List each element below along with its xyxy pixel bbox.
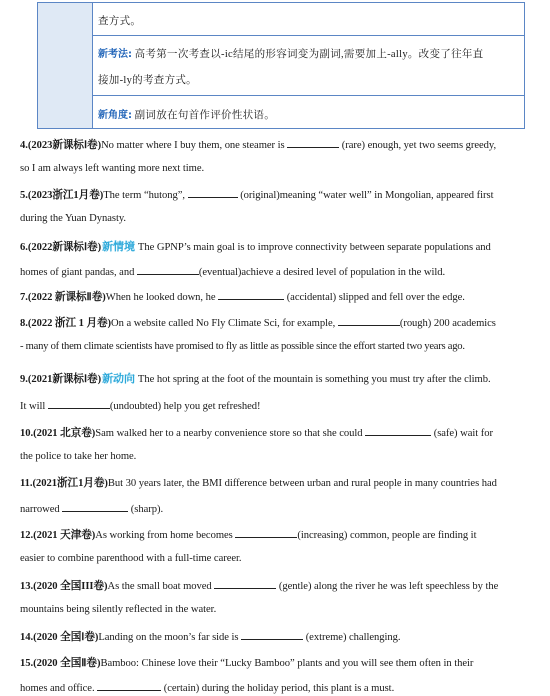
question-text: homes of giant pandas, and: [20, 267, 137, 278]
question-text: 9.: [20, 374, 28, 385]
answer-blank[interactable]: [48, 398, 110, 409]
question-text: Landing on the moon’s far side is: [98, 632, 242, 643]
question-12: [20, 527, 476, 542]
question-text: As working from home becomes: [95, 530, 236, 541]
question-text: (rough) 200 academics: [399, 318, 496, 329]
new-trend-tag: 新动向: [102, 372, 135, 385]
new-method-text-line2: 接加-ly的考查方式。: [98, 75, 197, 86]
question-text: 4.: [20, 140, 28, 151]
question-text: (accidental) slipped and fell over the edge.: [284, 292, 465, 303]
question-text: (2021新课标Ⅰ卷): [27, 374, 102, 385]
question-text: homes and office.: [20, 683, 98, 694]
question-text: 13.: [20, 581, 34, 592]
new-angle-text: 副词放在句首作评价性状语。: [134, 110, 276, 121]
table-row-method: [92, 3, 524, 36]
question-text: No matter where I buy them, one steamer is: [101, 140, 288, 151]
table-row-new-angle: [92, 96, 524, 129]
question-13-cont: mountains being silently reflected in the water.: [20, 604, 217, 615]
question-text: (2021 北京卷): [33, 428, 96, 439]
table-side-cell: [38, 3, 93, 128]
question-text: 5.: [20, 190, 28, 201]
question-text: 11.: [20, 478, 33, 489]
question-text: 7.: [20, 292, 28, 303]
question-text: It will: [20, 401, 48, 412]
answer-blank[interactable]: [62, 501, 128, 512]
new-method-text-line1: 高考第一次考查以-ic结尾的形容词变为副词,需要加上-ally。改变了往年直: [134, 49, 484, 60]
table-row-new-method: [92, 36, 524, 96]
question-4: [20, 137, 496, 152]
answer-blank[interactable]: [365, 425, 431, 436]
question-text: (2022新课标Ⅰ卷): [27, 242, 102, 253]
question-text: 6.: [20, 242, 28, 253]
question-text: 15.: [20, 658, 34, 669]
question-text: 14.: [20, 632, 34, 643]
answer-blank[interactable]: [214, 578, 276, 589]
question-text: Bamboo: Chinese love their “Lucky Bamboo” plants and you will see them often in their: [100, 658, 474, 669]
question-10-cont: the police to take her home.: [20, 451, 137, 462]
question-text: 10.: [20, 428, 34, 439]
question-text: (undoubted) help you get refreshed!: [109, 401, 261, 412]
question-text: (extreme) challenging.: [303, 632, 401, 643]
question-8-cont: - many of them climate scientists have promised to fly as little as possible since the effort started two years ago.: [20, 341, 465, 352]
question-14: [20, 629, 401, 644]
question-13: [20, 578, 498, 593]
question-text: (2020 全国Ⅰ卷): [33, 632, 99, 643]
new-context-tag: 新情境: [102, 240, 135, 253]
analysis-table: [37, 2, 525, 129]
question-text: (2020 全国Ⅱ卷): [33, 658, 101, 669]
answer-blank[interactable]: [188, 187, 238, 198]
new-angle-label: 新角度:: [98, 110, 132, 121]
answer-blank[interactable]: [338, 315, 400, 326]
question-text: (2021浙江1月卷): [32, 478, 108, 489]
question-5-cont: during the Yuan Dynasty.: [20, 213, 126, 224]
answer-blank[interactable]: [235, 527, 297, 538]
answer-blank[interactable]: [287, 137, 339, 148]
question-text: (sharp).: [128, 504, 164, 515]
answer-blank[interactable]: [97, 680, 161, 691]
question-text: The hot spring at the foot of the mountain is something you must try after the climb.: [137, 374, 491, 385]
question-text: (original)meaning “water well” in Mongolian, appeared first: [237, 190, 494, 201]
question-text: (2022 浙江 1 月卷): [27, 318, 112, 329]
question-text: (2022 新课标Ⅱ卷): [27, 292, 106, 303]
question-11-cont: [20, 501, 163, 515]
question-15-cont: [20, 680, 394, 694]
question-15: [20, 655, 473, 670]
question-text: On a website called No Fly Climate Sci, for example,: [111, 318, 338, 329]
new-method-label: 新考法:: [98, 49, 132, 60]
question-7: [20, 289, 465, 304]
question-4-cont: so I am always left wanting more next time.: [20, 163, 205, 174]
question-8: [20, 315, 496, 330]
question-5: [20, 187, 493, 202]
question-text: (2023浙江1月卷): [27, 190, 104, 201]
question-6-cont: [20, 264, 445, 278]
question-text: As the small boat moved: [107, 581, 215, 592]
question-text: When he looked down, he: [105, 292, 219, 303]
question-text: narrowed: [20, 504, 63, 515]
question-9-cont: [20, 398, 261, 412]
question-6: [20, 238, 491, 254]
question-text: But 30 years later, the BMI difference between urban and rural people in many countries had: [107, 478, 497, 489]
question-text: (increasing) common, people are finding it: [297, 530, 477, 541]
question-text: (rare) enough, yet two seems greedy,: [339, 140, 497, 151]
question-text: The GPNP’s main goal is to improve connectivity between separate populations and: [137, 242, 491, 253]
question-text: (safe) wait for: [431, 428, 493, 439]
question-11: [20, 475, 497, 490]
question-text: 8.: [20, 318, 28, 329]
question-text: (gentle) along the river he was left speechless by the: [276, 581, 499, 592]
question-text: Sam walked her to a nearby convenience store so that she could: [95, 428, 366, 439]
question-10: [20, 425, 493, 440]
question-text: The term “hutong”,: [103, 190, 188, 201]
answer-blank[interactable]: [218, 289, 284, 300]
question-12-cont: easier to combine parenthood with a full-time career.: [20, 553, 242, 564]
question-9: [20, 370, 491, 386]
answer-blank[interactable]: [137, 264, 199, 275]
question-text: (2023新课标Ⅰ卷): [27, 140, 102, 151]
question-text: (certain) during the holiday period, this plant is a must.: [161, 683, 395, 694]
answer-blank[interactable]: [241, 629, 303, 640]
question-text: (eventual)achieve a desired level of population in the wild.: [198, 267, 446, 278]
question-text: 12.: [20, 530, 34, 541]
question-text: (2020 全国III卷): [33, 581, 108, 592]
question-text: (2021 天津卷): [33, 530, 96, 541]
method-text: 查方式。: [98, 16, 142, 27]
